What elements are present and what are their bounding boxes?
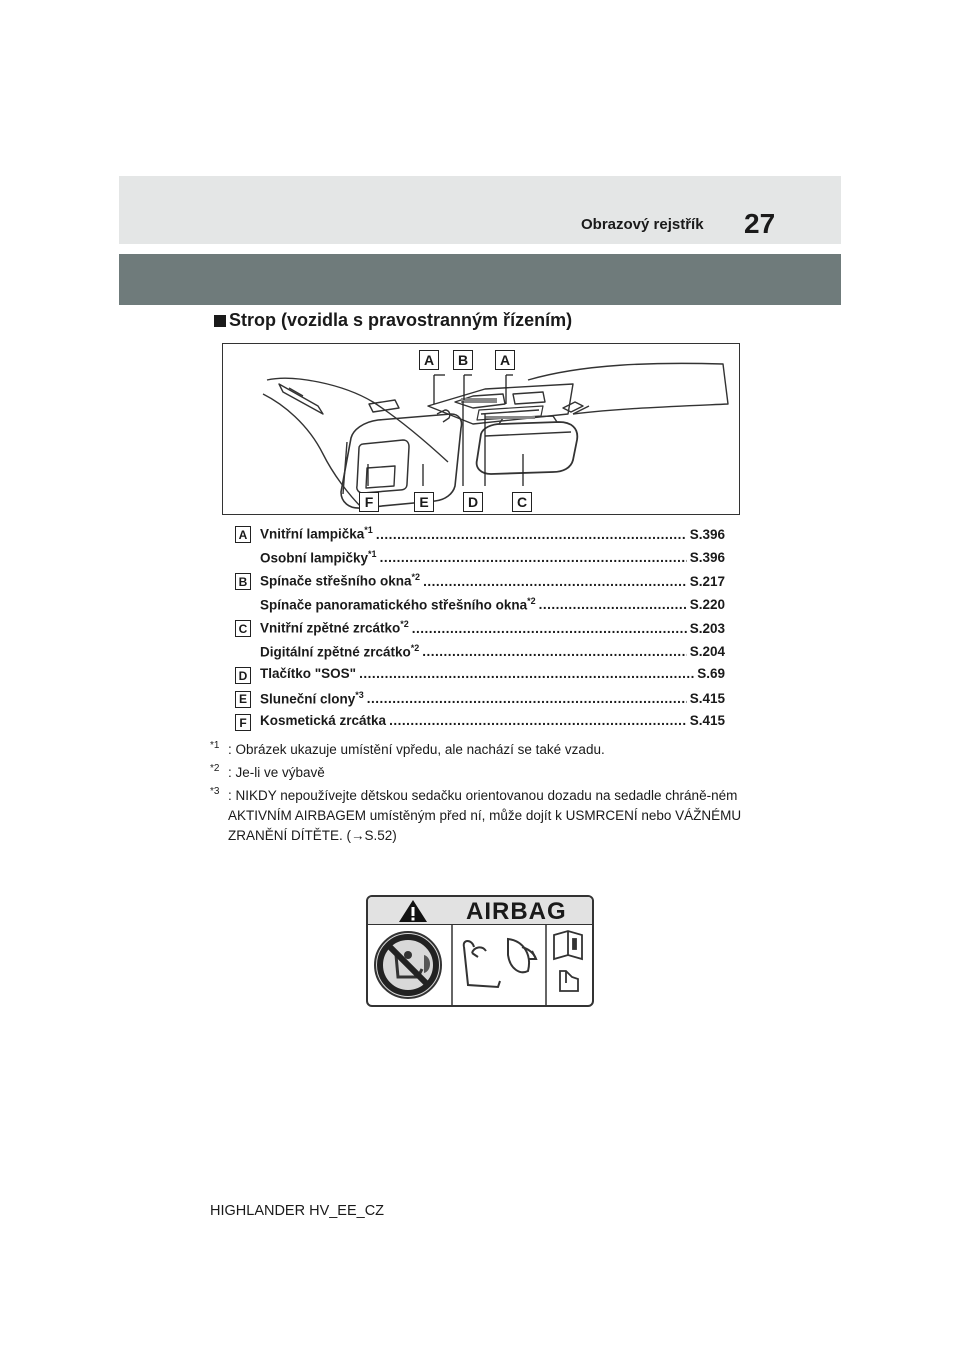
legend-key: D xyxy=(235,667,251,684)
legend-item-page: S.217 xyxy=(689,573,725,589)
legend-item xyxy=(235,570,725,594)
legend-item-page: S.220 xyxy=(689,597,725,612)
legend-item xyxy=(235,617,725,641)
page-number: 27 xyxy=(744,208,776,239)
airbag-label-header xyxy=(368,897,592,925)
legend-group-b xyxy=(235,570,725,617)
no-child-seat-icon xyxy=(375,932,441,998)
airbag-deploy-seat-icon xyxy=(464,939,536,987)
header-band-dark xyxy=(119,254,841,305)
callout-d: D xyxy=(463,492,483,512)
legend-item xyxy=(235,641,725,665)
legend-group-d xyxy=(235,664,725,688)
legend-key: B xyxy=(235,573,251,590)
legend-key: C xyxy=(235,620,251,637)
legend-item-label: Digitální zpětné zrcátko$^{*2}$ xyxy=(260,642,420,659)
callout-b: B xyxy=(453,350,473,370)
legend-item-label: Kosmetická zrcátka xyxy=(260,713,387,728)
callout-a-left: A xyxy=(419,350,439,370)
manual-icon xyxy=(554,931,582,991)
ceiling-illustration xyxy=(222,343,740,515)
footnote: *3 : NIKDY nepoužívejte dětskou sedačku orientovanou dozadu na sedadle chráně-ném AKTIVNÍM AIRBAGEM umístěným před ní, může dojít k USMRCENÍ nebo VÁŽNÉMU ZRANĚNÍ DÍTĚTE. (→S.52) xyxy=(210,786,742,843)
legend-item xyxy=(235,547,725,571)
legend-item-page: S.69 xyxy=(697,666,725,681)
legend-item-page: S.415 xyxy=(689,713,725,728)
callout-e: E xyxy=(414,492,434,512)
legend-key: A xyxy=(235,526,251,543)
footnote: *1 : Obrázek ukazuje umístění vpředu, ale nachází se také vzadu. xyxy=(210,740,605,757)
legend-group-c xyxy=(235,617,725,664)
callout-f: F xyxy=(359,492,379,512)
airbag-pictograms xyxy=(368,925,592,1006)
footnotes xyxy=(210,740,750,849)
legend-item-page: S.204 xyxy=(689,644,725,659)
legend-item xyxy=(235,523,725,547)
legend-item xyxy=(235,664,725,688)
square-bullet-icon xyxy=(214,315,226,327)
ceiling-drawing xyxy=(223,344,739,514)
legend-item-label: Osobní lampičky$^{*1}$ xyxy=(260,548,377,565)
callout-c: C xyxy=(512,492,532,512)
legend-item-page: S.396 xyxy=(689,526,725,542)
header-band-light xyxy=(119,176,841,244)
legend-group-f xyxy=(235,711,725,735)
legend-group-e xyxy=(235,688,725,712)
footnote: *2 : Je-li ve výbavě xyxy=(210,763,325,780)
legend-item xyxy=(235,594,725,618)
legend-list xyxy=(235,523,725,735)
legend-item-label: Sluneční clony$^{*3}$ xyxy=(260,689,364,706)
legend-item xyxy=(235,688,725,712)
section-title xyxy=(214,310,572,331)
legend-item-label: Spínače střešního okna$^{*2}$ xyxy=(260,572,421,589)
legend-item xyxy=(235,711,725,735)
legend-key: E xyxy=(235,691,251,708)
warning-triangle-icon xyxy=(398,899,428,923)
legend-item-page: S.203 xyxy=(689,620,725,636)
footer-model-code: HIGHLANDER HV_EE_CZ xyxy=(210,1203,385,1219)
section-title-text: Strop (vozidla s pravostranným řízením) xyxy=(229,310,573,330)
callout-a-right: A xyxy=(495,350,515,370)
legend-item-label: Tlačítko "SOS" xyxy=(260,666,357,681)
legend-item-label: Vnitřní zpětné zrcátko$^{*2}$ xyxy=(260,619,409,636)
legend-item-label: Vnitřní lampička$^{*1}$ xyxy=(260,525,373,542)
legend-item-page: S.396 xyxy=(689,550,725,565)
legend-item-page: S.415 xyxy=(689,691,725,706)
airbag-title: AIRBAG xyxy=(466,898,567,925)
legend-key: F xyxy=(235,714,251,731)
legend-item-label: Spínače panoramatického střešního okna$^{*2}$ xyxy=(260,595,536,612)
chapter-title: Obrazový rejstřík xyxy=(581,216,704,233)
legend-group-a xyxy=(235,523,725,570)
airbag-warning-label xyxy=(366,895,594,1007)
